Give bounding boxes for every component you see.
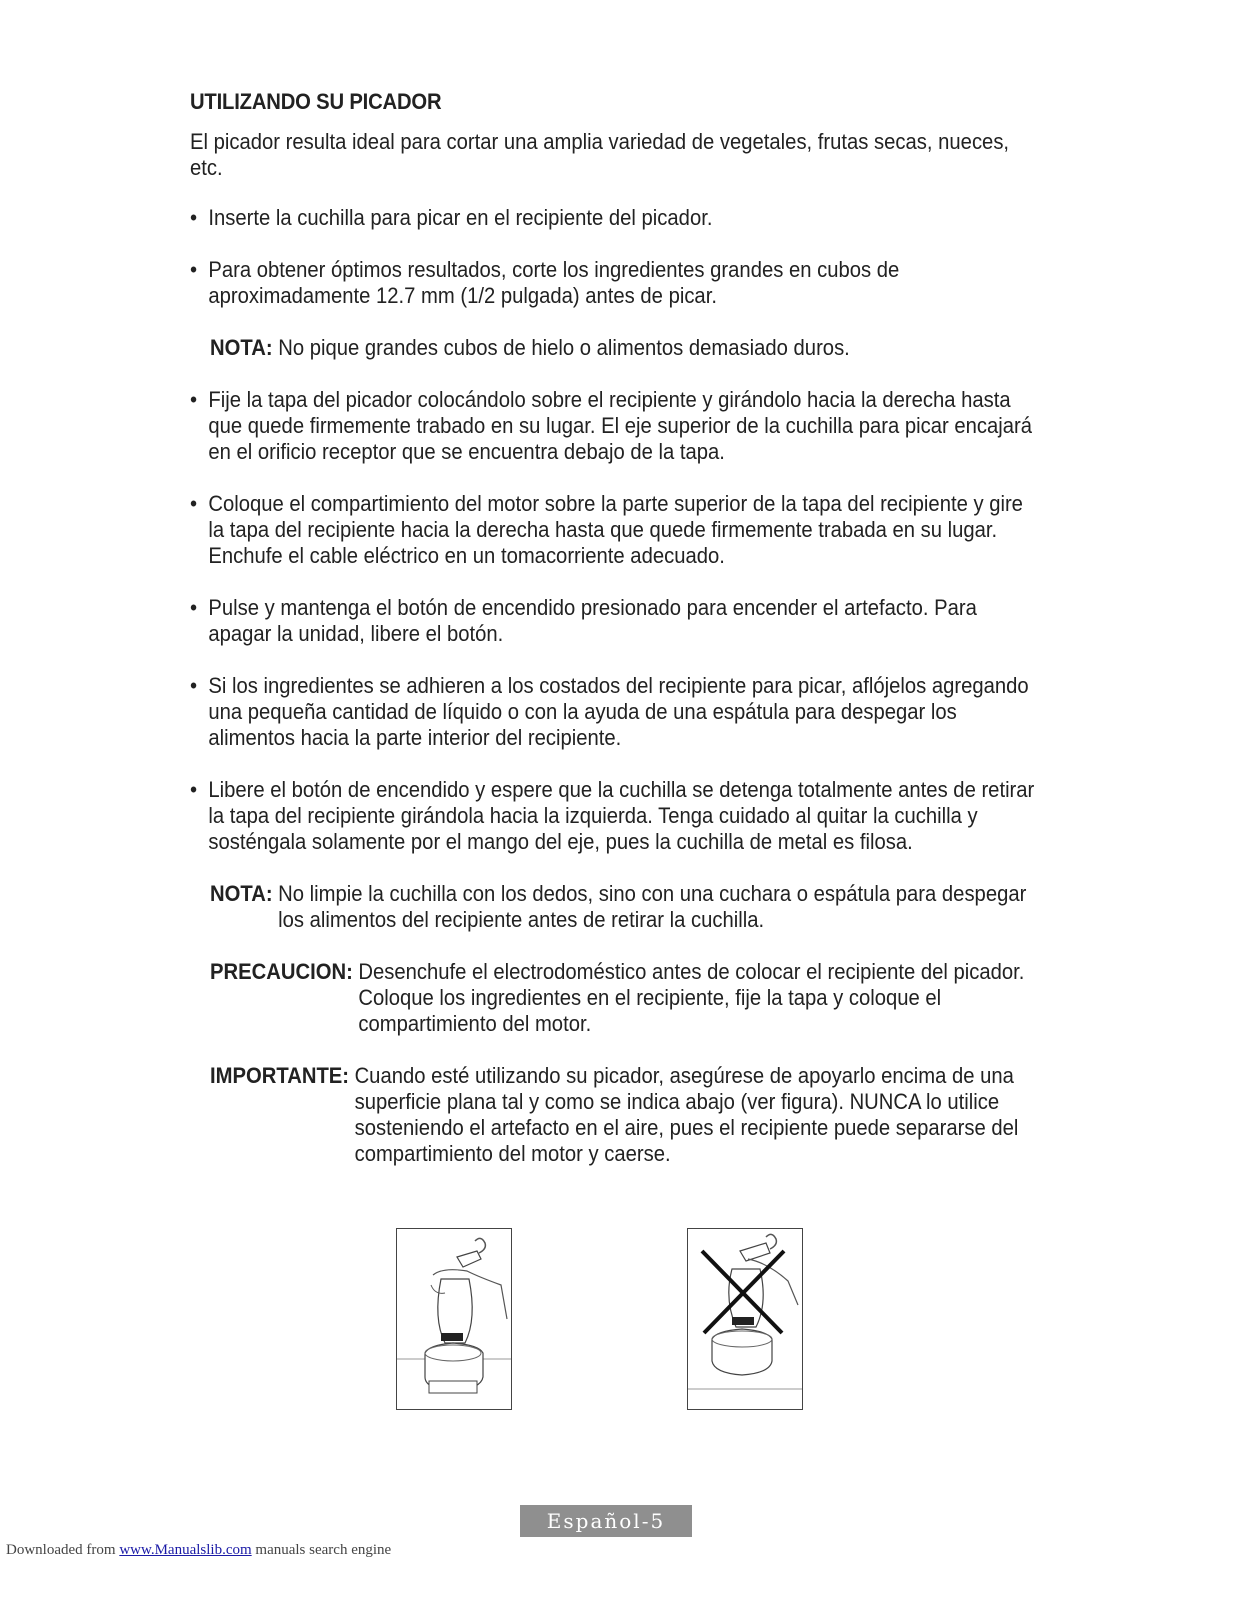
incorrect-usage-figure — [687, 1228, 803, 1410]
bullet-item: • Libere el botón de encendido y espere que la cuchilla se detenga totalmente antes de retirar la tapa del recipiente girándola hacia la izquierda. Tenga cuidado al quitar la cuchilla y sosténgala solamente por el mango del eje, pues la cuchilla de metal es filosa. — [190, 777, 1035, 854]
content — [190, 88, 1050, 1193]
caution-note: PRECAUCION: Desenchufe el electrodoméstico antes de colocar el recipiente del picador. Coloque los ingredientes en el recipiente, fije la tapa y coloque el compartimiento del motor. — [210, 959, 1025, 1036]
bullet-item: • Pulse y mantenga el botón de encendido presionado para encender el artefacto. Para apagar la unidad, libere el botón. — [190, 595, 977, 646]
bullet-item: • Si los ingredientes se adhieren a los costados del recipiente para picar, aflójelos agregando una pequeña cantidad de líquido o con la ayuda de una espátula para despegar los alimentos hacia la parte interior del recipiente. — [190, 673, 1029, 750]
important-note: IMPORTANTE: Cuando esté utilizando su picador, asegúrese de apoyarlo encima de una superficie plana tal y como se indica abajo (ver figura). NUNCA lo utilice sosteniendo el artefacto en el aire, pues el recipiente puede separarse del compartimiento del motor y caerse. — [210, 1063, 1019, 1166]
bullet-item: • Inserte la cuchilla para picar en el recipiente del picador. — [190, 205, 713, 230]
intro-paragraph: El picador resulta ideal para cortar una amplia variedad de vegetales, frutas secas, nueces, etc. — [190, 129, 1010, 180]
bullet-item: • Para obtener óptimos resultados, corte los ingredientes grandes en cubos de aproximadamente 12.7 mm (1/2 pulgada) antes de picar. — [190, 257, 900, 308]
page-number-tab: Español-5 — [520, 1505, 692, 1537]
note-1: NOTA: No pique grandes cubos de hielo o alimentos demasiado duros. — [210, 335, 850, 360]
note-2: NOTA: No limpie la cuchilla con los dedos, sino con una cuchara o espátula para despegar los alimentos del recipiente antes de retirar la cuchilla. — [210, 881, 1027, 932]
manualslib-link[interactable]: www.Manualslib.com — [119, 1542, 252, 1558]
download-footer: Downloaded from www.Manualslib.com manuals search engine — [6, 1542, 392, 1558]
correct-usage-figure — [396, 1228, 512, 1410]
figures — [396, 1228, 806, 1410]
bullet-item: • Coloque el compartimiento del motor sobre la parte superior de la tapa del recipiente y gire la tapa del recipiente hacia la derecha hasta que quede firmemente trabada en su lugar. Enchufe el cable eléctrico en un tomacorriente adecuado. — [190, 491, 1023, 568]
section-heading: UTILIZANDO SU PICADOR — [190, 89, 442, 114]
bullet-item: • Fije la tapa del picador colocándolo sobre el recipiente y girándolo hacia la derecha hasta que quede firmemente trabado en su lugar. El eje superior de la cuchilla para picar encajará en el orificio receptor que se encuentra debajo de la tapa. — [190, 387, 1033, 464]
